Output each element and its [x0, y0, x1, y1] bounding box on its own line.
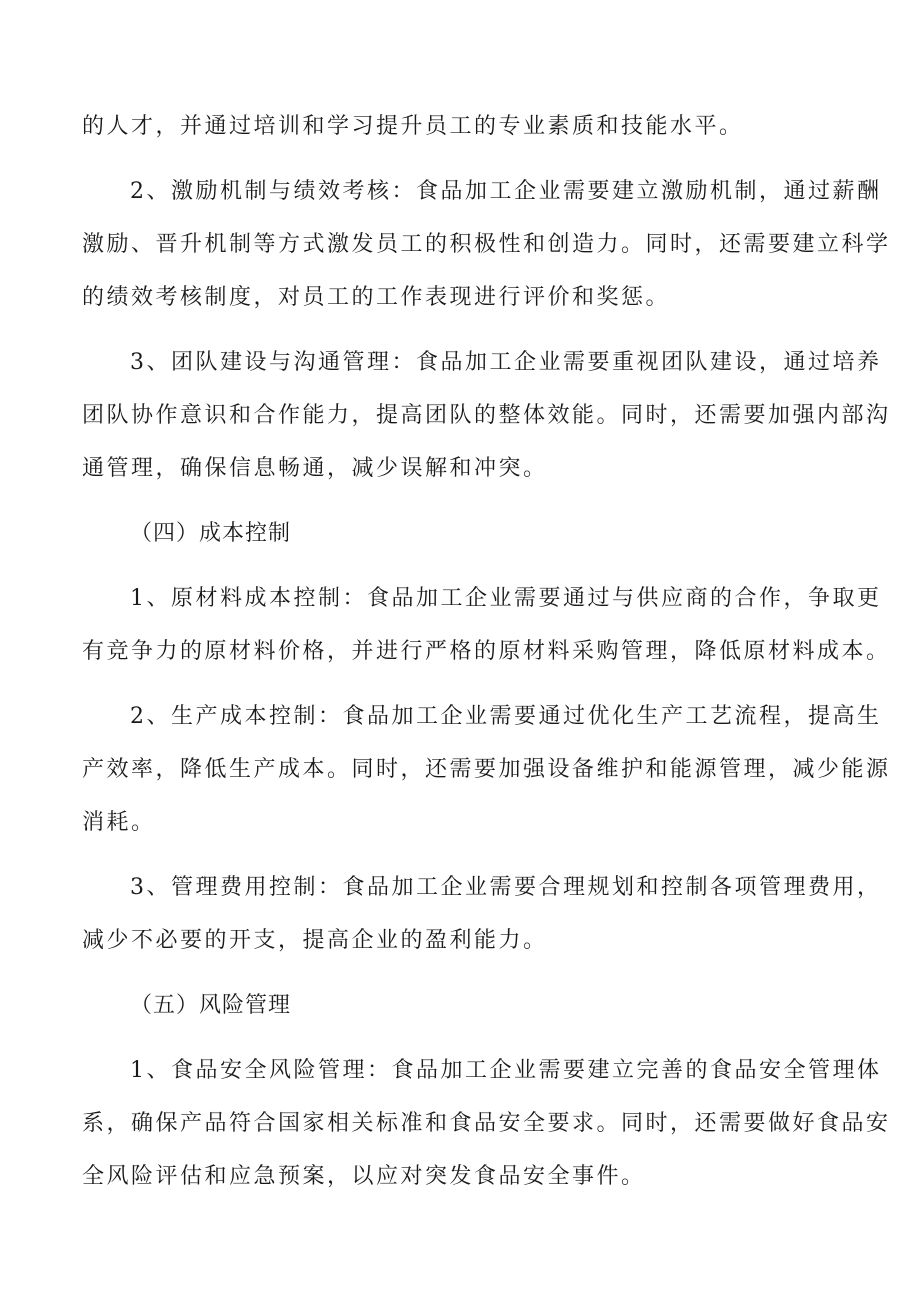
text-line: 1、原材料成本控制：食品加工企业需要通过与供应商的合作，争取更: [130, 586, 882, 611]
text-line: 消耗。: [82, 810, 156, 835]
text-line: 系，确保产品符合国家相关标准和食品安全要求。同时，还需要做好食品安: [82, 1111, 891, 1136]
text-line: 团队协作意识和合作能力，提高团队的整体效能。同时，还需要加强内部沟: [82, 403, 891, 428]
section-heading: （五）风险管理: [130, 993, 292, 1018]
section-heading: （四）成本控制: [130, 521, 292, 546]
text-line: 3、团队建设与沟通管理：食品加工企业需要重视团队建设，通过培养: [130, 350, 882, 375]
text-line: 全风险评估和应急预案，以应对突发食品安全事件。: [82, 1164, 646, 1189]
text-line: 的人才，并通过培训和学习提升员工的专业素质和技能水平。: [82, 114, 744, 139]
text-line: 2、生产成本控制：食品加工企业需要通过优化生产工艺流程，提高生: [130, 704, 882, 729]
text-line: 有竞争力的原材料价格，并进行严格的原材料采购管理，降低原材料成本。: [82, 639, 891, 664]
text-line: 1、食品安全风险管理：食品加工企业需要建立完善的食品安全管理体: [130, 1058, 882, 1083]
text-line: 产效率，降低生产成本。同时，还需要加强设备维护和能源管理，减少能源: [82, 757, 891, 782]
text-line: 3、管理费用控制：食品加工企业需要合理规划和控制各项管理费用，: [130, 875, 882, 900]
text-line: 2、激励机制与绩效考核：食品加工企业需要建立激励机制，通过薪酬: [130, 179, 882, 204]
text-line: 减少不必要的开支，提高企业的盈利能力。: [82, 928, 548, 953]
text-line: 的绩效考核制度，对员工的工作表现进行评价和奖惩。: [82, 285, 671, 310]
text-line: 通管理，确保信息畅通，减少误解和冲突。: [82, 456, 548, 481]
text-line: 激励、晋升机制等方式激发员工的积极性和创造力。同时，还需要建立科学: [82, 232, 891, 257]
